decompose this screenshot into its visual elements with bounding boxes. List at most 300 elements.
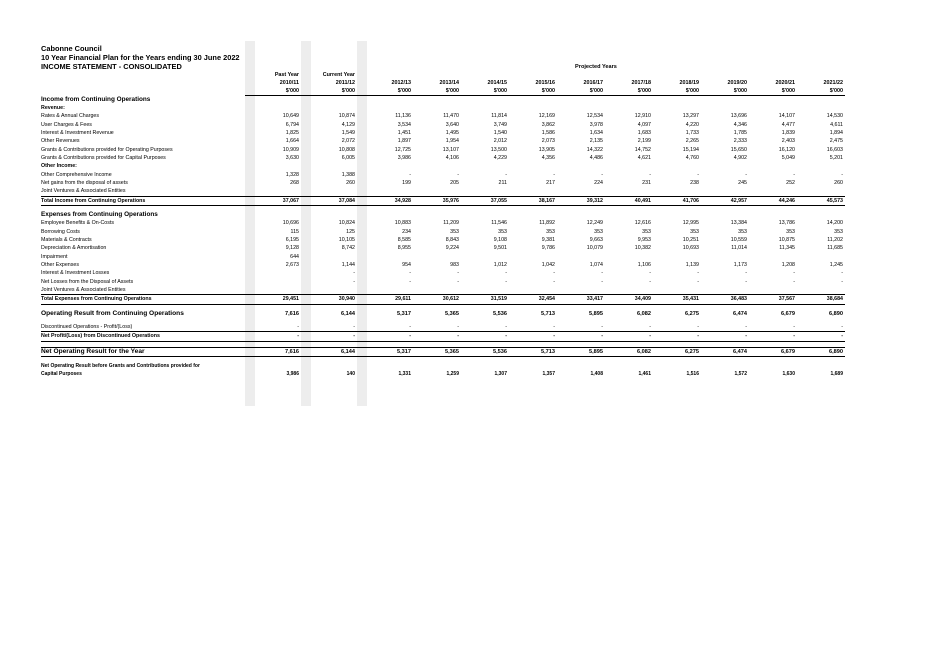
row-value: 10,824 bbox=[338, 220, 355, 227]
row-value: 1,173 bbox=[733, 262, 747, 269]
row-value: 1,825 bbox=[285, 129, 299, 136]
column-header-year bbox=[41, 79, 845, 87]
row-value: - bbox=[745, 278, 747, 285]
row-value bbox=[301, 104, 357, 112]
row-value: 4,097 bbox=[637, 121, 651, 128]
row-value: - bbox=[457, 270, 459, 277]
row-value: 140 bbox=[346, 371, 355, 378]
row-value: 7,616 bbox=[285, 310, 299, 317]
row-value bbox=[653, 96, 701, 104]
row-value bbox=[509, 211, 557, 219]
row-value: 6,890 bbox=[829, 310, 843, 317]
row-label: Other Expenses bbox=[41, 262, 79, 269]
row-value: - bbox=[601, 278, 603, 285]
row-value: 5,049 bbox=[781, 154, 795, 161]
row-label: Net Operating Result for the Year bbox=[41, 347, 245, 356]
row-value bbox=[749, 96, 797, 104]
row-value: 37,055 bbox=[461, 196, 509, 205]
row-value bbox=[653, 253, 701, 261]
table-row bbox=[41, 96, 845, 104]
row-value: 37,067 bbox=[245, 196, 301, 205]
row-value bbox=[245, 96, 301, 104]
row-value: 4,760 bbox=[685, 154, 699, 161]
row-value: 5,895 bbox=[589, 310, 603, 317]
row-value: 14,107 bbox=[778, 113, 795, 120]
row-value bbox=[509, 253, 557, 261]
row-value bbox=[509, 96, 557, 104]
row-value: 1,894 bbox=[829, 129, 843, 136]
row-label: Discontinued Operations - Profit/(Loss) bbox=[41, 323, 245, 332]
row-value: 199 bbox=[402, 179, 411, 186]
row-value: - bbox=[553, 171, 555, 178]
row-value: - bbox=[357, 323, 413, 332]
row-value: 1,495 bbox=[445, 129, 459, 136]
row-value: - bbox=[649, 171, 651, 178]
row-value: 9,381 bbox=[541, 237, 555, 243]
row-value bbox=[357, 187, 413, 196]
row-value: 211 bbox=[498, 179, 507, 186]
row-value: - bbox=[605, 323, 653, 332]
row-value: 29,611 bbox=[357, 295, 413, 304]
column-year-label: 2010/11 bbox=[279, 80, 299, 86]
row-value: 1,683 bbox=[637, 129, 651, 136]
row-value: 12,169 bbox=[538, 113, 555, 120]
row-value: 10,875 bbox=[778, 237, 795, 243]
row-label: Net Operating Result before Grants and Contributions provided for bbox=[41, 363, 200, 370]
row-value: 16,120 bbox=[778, 146, 795, 153]
row-value: 1,144 bbox=[341, 262, 355, 269]
row-value: - bbox=[353, 278, 355, 285]
row-value bbox=[245, 269, 301, 277]
column-year-label: 2014/15 bbox=[487, 80, 507, 86]
row-value: 5,317 bbox=[397, 310, 411, 317]
row-value bbox=[357, 211, 413, 219]
row-label: Employee Benefits & On-Costs bbox=[41, 220, 115, 227]
row-value: 10,251 bbox=[682, 237, 699, 243]
row-value: 4,129 bbox=[341, 121, 355, 128]
table-row bbox=[41, 146, 845, 154]
row-value bbox=[301, 253, 357, 261]
row-value: 1,106 bbox=[637, 262, 651, 269]
row-value: 260 bbox=[346, 179, 355, 186]
column-header-unit bbox=[41, 87, 845, 96]
row-value: 1,357 bbox=[542, 371, 555, 378]
table-row bbox=[41, 310, 845, 318]
column-top-label bbox=[749, 71, 797, 79]
row-value bbox=[797, 104, 845, 112]
row-value bbox=[605, 362, 653, 370]
column-unit-label: $'000 bbox=[413, 87, 461, 96]
row-value: 4,106 bbox=[445, 154, 459, 161]
row-value: 1,331 bbox=[398, 371, 411, 378]
row-label: Other Income: bbox=[41, 163, 77, 170]
row-value bbox=[749, 162, 797, 170]
row-value: 10,105 bbox=[338, 237, 355, 243]
row-value: - bbox=[697, 278, 699, 285]
plan-title: 10 Year Financial Plan for the Years ending 30 June 2022 bbox=[41, 53, 240, 62]
row-value: 224 bbox=[594, 179, 603, 186]
table-row bbox=[41, 162, 845, 170]
row-value: 10,079 bbox=[586, 245, 603, 252]
row-value: 39,312 bbox=[557, 196, 605, 205]
row-value: - bbox=[605, 332, 653, 341]
row-value: - bbox=[841, 278, 843, 285]
row-value: 38,684 bbox=[797, 295, 845, 304]
row-value: 217 bbox=[546, 179, 555, 186]
row-value bbox=[413, 211, 461, 219]
row-value: 5,536 bbox=[493, 310, 507, 317]
row-value: 13,500 bbox=[490, 146, 507, 153]
row-value bbox=[605, 162, 653, 170]
row-value bbox=[461, 253, 509, 261]
row-value: 5,201 bbox=[829, 154, 843, 161]
row-value bbox=[509, 104, 557, 112]
row-value: 9,953 bbox=[637, 237, 651, 243]
column-top-label bbox=[509, 71, 557, 79]
row-value bbox=[461, 211, 509, 219]
row-value: 6,679 bbox=[781, 310, 795, 317]
row-value: 1,689 bbox=[830, 371, 843, 378]
row-value: 4,486 bbox=[589, 154, 603, 161]
row-value: 260 bbox=[834, 179, 843, 186]
row-value bbox=[653, 362, 701, 370]
column-unit-label: $'000 bbox=[653, 87, 701, 96]
row-value: 10,808 bbox=[338, 146, 355, 153]
row-value bbox=[605, 104, 653, 112]
row-value bbox=[357, 162, 413, 170]
row-value: 36,483 bbox=[701, 295, 749, 304]
row-value: 34,928 bbox=[357, 196, 413, 205]
table-row bbox=[41, 269, 845, 277]
row-value: 5,895 bbox=[557, 347, 605, 356]
row-value: 13,786 bbox=[778, 220, 795, 227]
row-value bbox=[301, 96, 357, 104]
table-row bbox=[41, 347, 845, 356]
row-value: 29,451 bbox=[245, 295, 301, 304]
row-value bbox=[701, 362, 749, 370]
row-value: - bbox=[409, 278, 411, 285]
table-row bbox=[41, 171, 845, 179]
row-value: 12,616 bbox=[634, 220, 651, 227]
row-value: 1,245 bbox=[829, 262, 843, 269]
column-unit-label: $'000 bbox=[301, 87, 357, 96]
row-value bbox=[301, 286, 357, 295]
row-value bbox=[509, 362, 557, 370]
row-value: 12,249 bbox=[586, 220, 603, 227]
row-value bbox=[557, 362, 605, 370]
row-label: Capital Purposes bbox=[41, 371, 82, 378]
row-value: 353 bbox=[690, 228, 699, 235]
row-value: - bbox=[601, 270, 603, 277]
row-value: 3,986 bbox=[397, 154, 411, 161]
row-value: 1,954 bbox=[445, 138, 459, 145]
header-spacer bbox=[41, 79, 245, 87]
row-value: - bbox=[601, 171, 603, 178]
row-value: 3,978 bbox=[589, 121, 603, 128]
row-value: 1,139 bbox=[685, 262, 699, 269]
row-value bbox=[245, 278, 301, 286]
row-label: Net gains from the disposal of assets bbox=[41, 179, 128, 186]
row-value: 234 bbox=[402, 228, 411, 235]
row-value bbox=[797, 253, 845, 261]
row-value: 13,107 bbox=[442, 146, 459, 153]
row-value: 10,883 bbox=[394, 220, 411, 227]
row-value: 13,384 bbox=[730, 220, 747, 227]
row-value: 10,382 bbox=[634, 245, 651, 252]
column-top-label bbox=[461, 71, 509, 79]
table-row bbox=[41, 286, 845, 295]
row-value: 6,082 bbox=[637, 310, 651, 317]
row-label: Total Expenses from Continuing Operations bbox=[41, 295, 245, 304]
column-unit-label: $'000 bbox=[701, 87, 749, 96]
table-row bbox=[41, 154, 845, 162]
row-value: - bbox=[457, 171, 459, 178]
row-value bbox=[245, 211, 301, 219]
row-value: 9,786 bbox=[541, 245, 555, 252]
row-value: 4,902 bbox=[733, 154, 747, 161]
row-value: 3,749 bbox=[493, 121, 507, 128]
table-row bbox=[41, 196, 845, 205]
table-row bbox=[41, 261, 845, 269]
row-value: 5,713 bbox=[509, 347, 557, 356]
row-value: 1,549 bbox=[341, 129, 355, 136]
row-value: - bbox=[413, 323, 461, 332]
row-value: 13,905 bbox=[538, 146, 555, 153]
row-value: 1,074 bbox=[589, 262, 603, 269]
column-unit-label: $'000 bbox=[357, 87, 413, 96]
row-value: 9,501 bbox=[493, 245, 507, 252]
row-value: 3,986 bbox=[286, 371, 299, 378]
row-label: Total Income from Continuing Operations bbox=[41, 196, 245, 205]
row-value bbox=[245, 162, 301, 170]
column-unit-label: $'000 bbox=[461, 87, 509, 96]
table-row bbox=[41, 253, 845, 261]
column-year-label: 2011/12 bbox=[335, 80, 355, 86]
row-value bbox=[749, 187, 797, 196]
row-value: 11,470 bbox=[443, 113, 459, 120]
row-value: - bbox=[701, 323, 749, 332]
row-value bbox=[509, 286, 557, 295]
row-value bbox=[653, 211, 701, 219]
table-row bbox=[41, 278, 845, 286]
row-value: 14,322 bbox=[586, 146, 603, 153]
row-value: 5,365 bbox=[445, 310, 459, 317]
row-value: 2,265 bbox=[685, 138, 699, 145]
table-row bbox=[41, 129, 845, 137]
row-value: 14,200 bbox=[826, 220, 843, 227]
row-value bbox=[701, 211, 749, 219]
row-value: - bbox=[245, 332, 301, 341]
row-value: 35,431 bbox=[653, 295, 701, 304]
row-value: - bbox=[553, 270, 555, 277]
row-value: 41,706 bbox=[653, 196, 701, 205]
row-value bbox=[557, 104, 605, 112]
row-value: 6,275 bbox=[653, 347, 701, 356]
row-value: - bbox=[409, 171, 411, 178]
row-value: 3,862 bbox=[541, 121, 555, 128]
column-top-label bbox=[357, 71, 413, 79]
column-year-label: 2018/19 bbox=[679, 80, 699, 86]
row-value bbox=[797, 187, 845, 196]
row-value: 1,785 bbox=[733, 129, 747, 136]
row-value: 10,909 bbox=[282, 146, 299, 153]
row-value: 8,742 bbox=[341, 245, 355, 252]
row-value bbox=[301, 187, 357, 196]
row-value: 4,229 bbox=[493, 154, 507, 161]
row-value: 1,307 bbox=[494, 371, 507, 378]
row-value bbox=[701, 187, 749, 196]
row-value: 6,005 bbox=[341, 154, 355, 161]
row-value: 1,388 bbox=[341, 171, 355, 178]
table-row bbox=[41, 295, 845, 304]
row-value bbox=[413, 286, 461, 295]
row-value bbox=[797, 162, 845, 170]
row-value bbox=[605, 253, 653, 261]
row-value: 11,345 bbox=[779, 245, 795, 252]
row-value: - bbox=[505, 171, 507, 178]
row-value: 8,585 bbox=[397, 237, 411, 243]
row-value: - bbox=[653, 332, 701, 341]
row-value: 4,220 bbox=[685, 121, 699, 128]
row-value: 11,892 bbox=[539, 220, 555, 227]
row-value: - bbox=[701, 332, 749, 341]
row-value bbox=[509, 187, 557, 196]
header-spacer bbox=[41, 87, 245, 96]
row-label: Grants & Contributions provided for Operating Purposes bbox=[41, 146, 173, 153]
row-value: 11,814 bbox=[491, 113, 507, 120]
row-label: Joint Ventures & Associated Entities bbox=[41, 188, 126, 195]
row-value bbox=[413, 162, 461, 170]
row-value: 40,491 bbox=[605, 196, 653, 205]
column-year-label: 2020/21 bbox=[775, 80, 795, 86]
row-value: 4,477 bbox=[781, 121, 795, 128]
row-value: 4,611 bbox=[830, 121, 843, 128]
row-value bbox=[557, 187, 605, 196]
row-value: 3,630 bbox=[285, 154, 299, 161]
row-value: - bbox=[509, 323, 557, 332]
row-value: 13,297 bbox=[682, 113, 699, 120]
row-value: 353 bbox=[594, 228, 603, 235]
row-value: 5,317 bbox=[357, 347, 413, 356]
row-value: 2,199 bbox=[637, 138, 651, 145]
row-value: 34,409 bbox=[605, 295, 653, 304]
row-label: Income from Continuing Operations bbox=[41, 95, 151, 103]
row-value: 115 bbox=[290, 228, 299, 235]
row-label: Interest & Investment Losses bbox=[41, 270, 110, 277]
row-value bbox=[245, 104, 301, 112]
row-value bbox=[413, 96, 461, 104]
row-value bbox=[357, 253, 413, 261]
row-value: 10,696 bbox=[282, 220, 299, 227]
row-value: - bbox=[697, 171, 699, 178]
column-year-label: 2021/22 bbox=[823, 80, 843, 86]
row-value bbox=[749, 253, 797, 261]
table-row bbox=[41, 179, 845, 187]
row-value: 9,224 bbox=[445, 245, 459, 252]
row-value: 14,530 bbox=[826, 113, 843, 120]
row-value: - bbox=[553, 278, 555, 285]
row-value bbox=[557, 162, 605, 170]
column-year-label: 2017/18 bbox=[631, 80, 651, 86]
row-label: Net Losses from the Disposal of Assets bbox=[41, 278, 134, 285]
row-value: 268 bbox=[290, 179, 299, 186]
row-label: Other Comprehensive Income bbox=[41, 171, 112, 178]
row-value bbox=[797, 96, 845, 104]
row-label: Interest & Investment Revenue bbox=[41, 129, 114, 136]
column-top-label bbox=[605, 71, 653, 79]
row-value: 6,474 bbox=[701, 347, 749, 356]
row-value: 2,135 bbox=[589, 138, 603, 145]
column-year-label: 2019/20 bbox=[727, 80, 747, 86]
row-label: Rates & Annual Charges bbox=[41, 113, 100, 120]
row-value: 11,136 bbox=[395, 113, 411, 120]
row-value: 3,534 bbox=[397, 121, 411, 128]
row-value bbox=[557, 286, 605, 295]
row-value: 11,685 bbox=[827, 245, 843, 252]
table-row bbox=[41, 187, 845, 196]
row-value: 125 bbox=[346, 228, 355, 235]
row-value: - bbox=[697, 270, 699, 277]
row-value: 11,202 bbox=[827, 237, 843, 243]
row-value bbox=[701, 96, 749, 104]
table-row bbox=[41, 112, 845, 120]
row-value bbox=[701, 253, 749, 261]
column-unit-label: $'000 bbox=[749, 87, 797, 96]
table-row bbox=[41, 323, 845, 332]
row-label: Operating Result from Continuing Operations bbox=[41, 309, 184, 317]
row-value: - bbox=[409, 270, 411, 277]
row-value: 954 bbox=[402, 262, 411, 269]
row-value: 6,082 bbox=[605, 347, 653, 356]
row-value: 42,957 bbox=[701, 196, 749, 205]
row-value: - bbox=[509, 332, 557, 341]
row-value: 1,461 bbox=[638, 371, 651, 378]
table-row bbox=[41, 228, 845, 236]
row-value: 5,713 bbox=[541, 310, 555, 317]
row-value bbox=[461, 104, 509, 112]
row-value: 1,408 bbox=[590, 371, 603, 378]
column-year-label: 2015/16 bbox=[535, 80, 555, 86]
row-value: 2,072 bbox=[341, 138, 355, 145]
row-value bbox=[413, 104, 461, 112]
row-value: 1,540 bbox=[493, 129, 507, 136]
column-top-label bbox=[653, 71, 701, 79]
row-label: Revenue: bbox=[41, 104, 65, 111]
row-value: 44,246 bbox=[749, 196, 797, 205]
row-value: 8,843 bbox=[445, 237, 459, 243]
row-value bbox=[557, 96, 605, 104]
row-value: - bbox=[653, 323, 701, 332]
row-value: 1,328 bbox=[285, 171, 299, 178]
row-value bbox=[413, 253, 461, 261]
column-top-label bbox=[797, 71, 845, 79]
row-value: 1,733 bbox=[685, 129, 699, 136]
column-top-label bbox=[557, 71, 605, 79]
row-label: Grants & Contributions provided for Capital Purposes bbox=[41, 154, 166, 161]
row-value: - bbox=[841, 171, 843, 178]
column-year-label: 2013/14 bbox=[439, 80, 459, 86]
table-row bbox=[41, 362, 845, 370]
row-value: 11,209 bbox=[443, 220, 459, 227]
table-row bbox=[41, 332, 845, 341]
row-value: 1,451 bbox=[397, 129, 411, 136]
row-value: 6,144 bbox=[301, 347, 357, 356]
row-value bbox=[701, 162, 749, 170]
row-value bbox=[357, 362, 413, 370]
row-value bbox=[301, 162, 357, 170]
row-value: 231 bbox=[642, 179, 651, 186]
row-value: - bbox=[505, 270, 507, 277]
